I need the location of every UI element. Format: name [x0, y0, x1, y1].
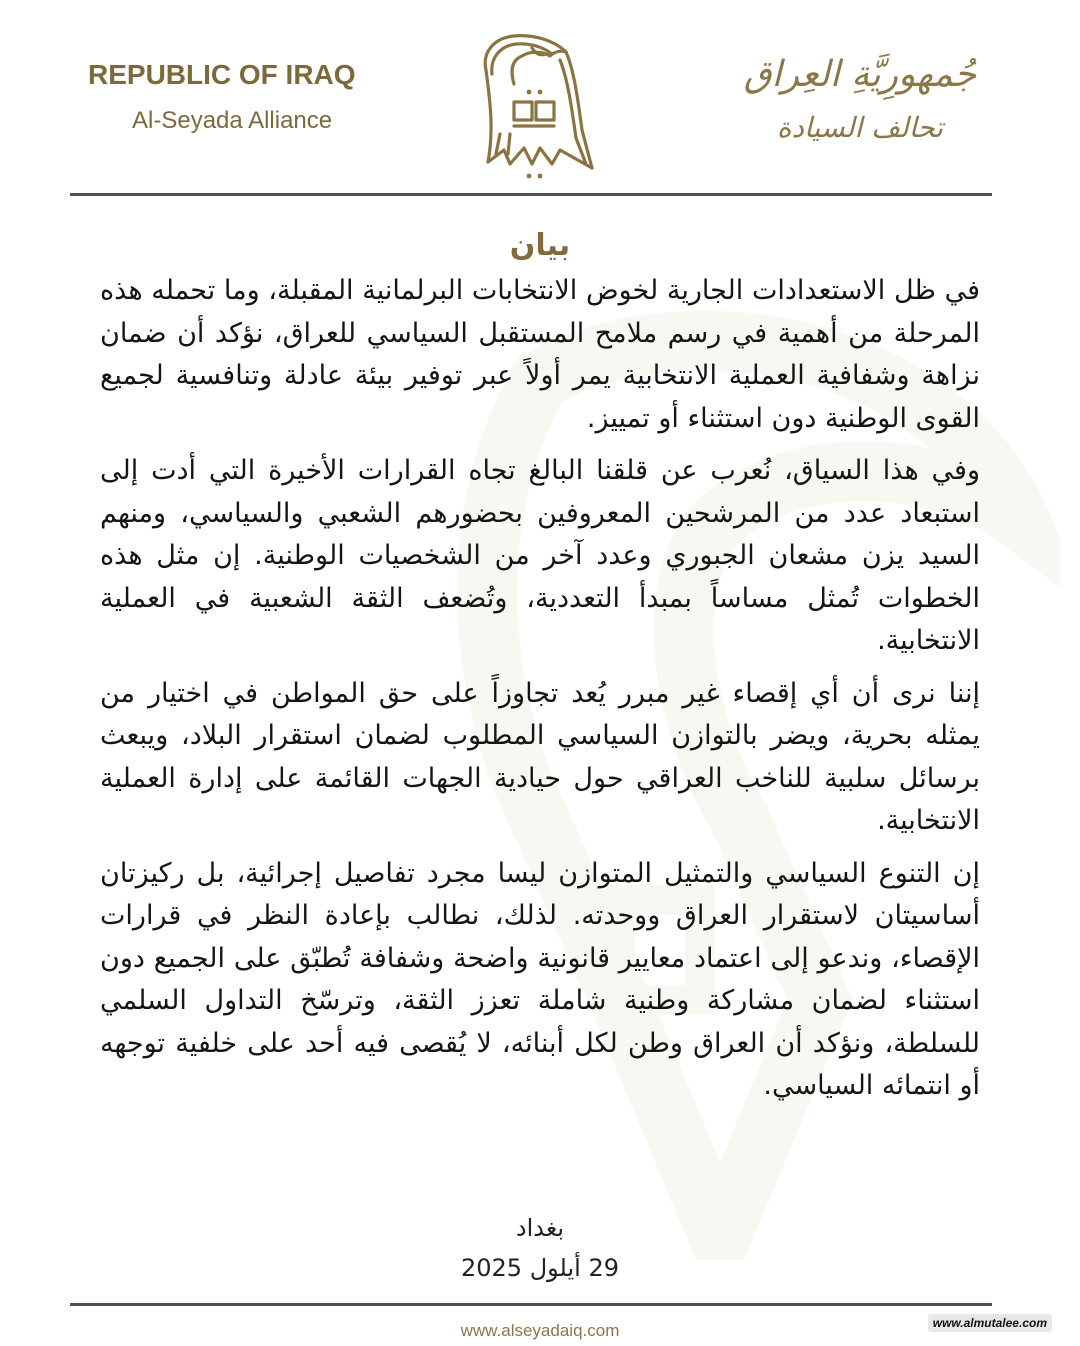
- statement-title: بيان: [509, 228, 571, 263]
- statement-paragraph: إننا نرى أن أي إقصاء غير مبرر يُعد تجاوزاً على حق المواطن في اختيار من يمثله بحرية، ويضر بالتوازن السياسي المطلوب لضمان استقرار البلاد، ويبعث برسائل سلبية للناخب العراقي حول حيادية الجهات القائمة على إدارة العملية الانتخابية.: [100, 677, 980, 836]
- statement-body: [100, 270, 980, 1118]
- signature-date: 29 أيلول 2025: [460, 1254, 619, 1282]
- alliance-name-ar: تحالف السيادة: [776, 111, 944, 144]
- signature-place: بغداد: [515, 1214, 565, 1242]
- letterhead: [0, 0, 1080, 196]
- footer-divider: [70, 1303, 992, 1306]
- statement-paragraph: في ظل الاستعدادات الجارية لخوض الانتخابات البرلمانية المقبلة، وما تحمله هذه المرحلة من أهمية في رسم ملامح المستقبل السياسي للعراق، نؤكد أن ضمان نزاهة وشفافية العملية الانتخابية يمر أولاً عبر توفير بيئة عادلة وتنافسية لجميع القوى الوطنية دون استثناء أو تمييز.: [100, 275, 980, 434]
- footer-website-link[interactable]: www.alseyadaiq.com: [460, 1321, 620, 1340]
- letterhead-arabic: [740, 52, 980, 148]
- eagle-emblem-icon: [474, 30, 604, 185]
- republic-title-en: REPUBLIC OF IRAQ: [88, 59, 356, 90]
- republic-title-ar: جُمهورِيَّةِ العِراق: [743, 54, 977, 95]
- statement-paragraph: إن التنوع السياسي والتمثيل المتوازن ليسا مجرد تفاصيل إجرائية، بل ركيزتان أساسيتان لاستقرار العراق ووحدته. لذلك، نطالب بإعادة النظر في قرارات الإقصاء، وندعو إلى اعتماد معايير قانونية واضحة وشفافة تُطبّق على الجميع دون استثناء لضمان مشاركة وطنية شاملة تعزز الثقة، وترسّخ التداول السلمي للسلطة، ونؤكد أن العراق وطن لكل أبنائه، لا يُقصى فيه أحد على خلفية توجهه أو انتمائه السياسي.: [100, 857, 980, 1101]
- alliance-name-en: Al-Seyada Alliance: [132, 107, 333, 134]
- letterhead-english: [88, 58, 408, 136]
- statement-paragraph: وفي هذا السياق، نُعرب عن قلقنا البالغ تجاه القرارات الأخيرة التي أدت إلى استبعاد عدد من المرشحين المعروفين بحضورهم الشعبي والسياسي، ومنهم السيد يزن مشعان الجبوري وعدد آخر من الشخصيات الوطنية. إن مثل هذه الخطوات تُمثل مساساً بمبدأ التعددية، وتُضعف الثقة الشعبية في العملية الانتخابية.: [100, 455, 980, 656]
- header-divider: [70, 193, 992, 196]
- source-watermark-badge: www.almutalee.com: [928, 1314, 1052, 1332]
